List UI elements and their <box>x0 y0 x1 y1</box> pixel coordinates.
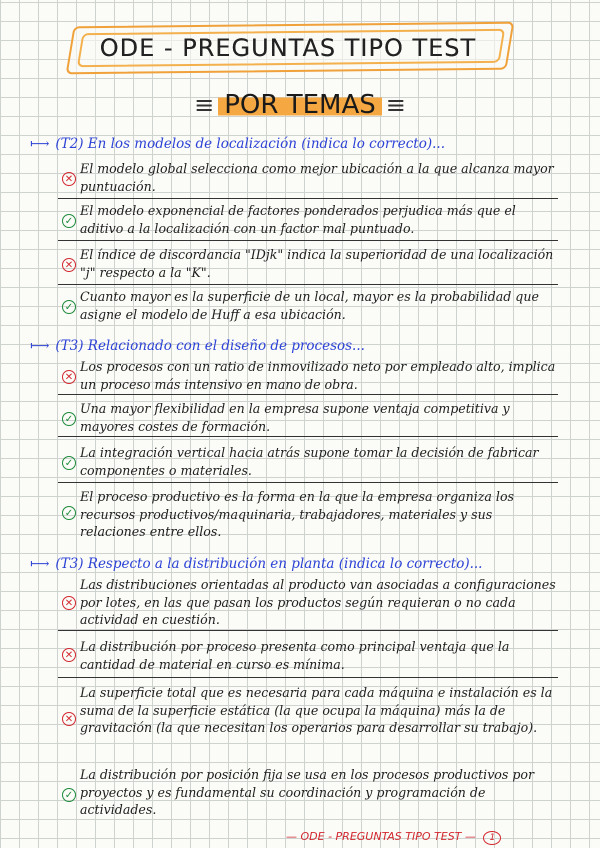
section-heading-3: ⟼ (T3) Respecto a la distribución en planta (indica lo correcto)... <box>30 556 483 572</box>
section-heading-2: ⟼ (T3) Relacionado con el diseño de procesos... <box>30 338 365 354</box>
equals-decoration-left: ≡ <box>194 91 215 119</box>
arrow-right-icon: ⟼ <box>30 338 48 354</box>
cross-circle-icon: ✕ <box>62 596 76 610</box>
divider <box>58 482 558 483</box>
check-circle-icon: ✓ <box>62 456 76 470</box>
page-number: 1 <box>483 831 501 845</box>
check-circle-icon: ✓ <box>62 300 76 314</box>
equals-decoration-right: ≡ <box>385 91 406 119</box>
page-subtitle <box>0 90 600 120</box>
divider <box>58 284 558 285</box>
cross-circle-icon: ✕ <box>62 370 76 384</box>
answer-text: Las distribuciones orientadas al producto van asociadas a configuraciones por lotes, en las que pasan los productos según requieran o no cada actividad en cuestión. <box>80 577 556 628</box>
divider <box>58 677 558 678</box>
divider <box>58 198 558 199</box>
answer-text: El índice de discordancia "IDjk" indica la superioridad de una localización "j" respecto a la "K". <box>80 247 554 280</box>
check-circle-icon: ✓ <box>62 788 76 802</box>
divider <box>58 630 558 631</box>
answer-text: Cuanto mayor es la superficie de un local, mayor es la probabilidad que asigne el modelo de Huff a esa ubicación. <box>80 289 539 322</box>
arrow-right-icon: ⟼ <box>30 136 48 152</box>
check-circle-icon: ✓ <box>62 412 76 426</box>
cross-circle-icon: ✕ <box>62 648 76 662</box>
answer-text: El proceso productivo es la forma en la que la empresa organiza los recursos productivos/maquinaria, trabajadores, materiales y sus relaciones entre ellos. <box>80 489 515 540</box>
page-footer <box>286 830 505 845</box>
check-circle-icon: ✓ <box>62 506 76 520</box>
answer-text: La distribución por posición fija se usa en los procesos productivos por proyectos y es fundamental su coordinación y programación de actividades. <box>80 767 535 818</box>
answer-text: La superficie total que es necesaria para cada máquina e instalación es la suma de la superficie estática (la que ocupa la máquina) más la de gravitación (la que necesitan los operarios para desarrollar su trabajo). <box>80 685 553 736</box>
divider <box>58 240 558 241</box>
arrow-right-icon: ⟼ <box>30 556 48 572</box>
cross-circle-icon: ✕ <box>62 258 76 272</box>
answer-text: El modelo exponencial de factores ponderados perjudica más que el aditivo a la localización con un factor mal puntuado. <box>80 203 516 236</box>
cross-circle-icon: ✕ <box>62 712 76 726</box>
divider <box>58 394 558 395</box>
page-title: ODE - PREGUNTAS TIPO TEST <box>99 34 477 62</box>
answer-text: El modelo global selecciona como mejor ubicación a la que alcanza mayor puntuación. <box>80 161 554 194</box>
answer-text: Los procesos con un ratio de inmovilizado neto por empleado alto, implica un proceso más intensivo en mano de obra. <box>80 359 556 392</box>
subtitle-text: POR TEMAS <box>218 90 382 120</box>
check-circle-icon: ✓ <box>62 214 76 228</box>
divider <box>58 436 558 437</box>
answer-text: La integración vertical hacia atrás supone tomar la decisión de fabricar componentes o materiales. <box>80 445 539 478</box>
cross-circle-icon: ✕ <box>62 172 76 186</box>
answer-text: La distribución por proceso presenta como principal ventaja que la cantidad de material en curso es mínima. <box>80 639 510 672</box>
section-heading-1: ⟼ (T2) En los modelos de localización (indica lo correcto)... <box>30 136 445 152</box>
footer-label: — ODE - PREGUNTAS TIPO TEST — <box>286 830 476 843</box>
answer-text: Una mayor flexibilidad en la empresa supone ventaja competitiva y mayores costes de formación. <box>80 401 510 434</box>
